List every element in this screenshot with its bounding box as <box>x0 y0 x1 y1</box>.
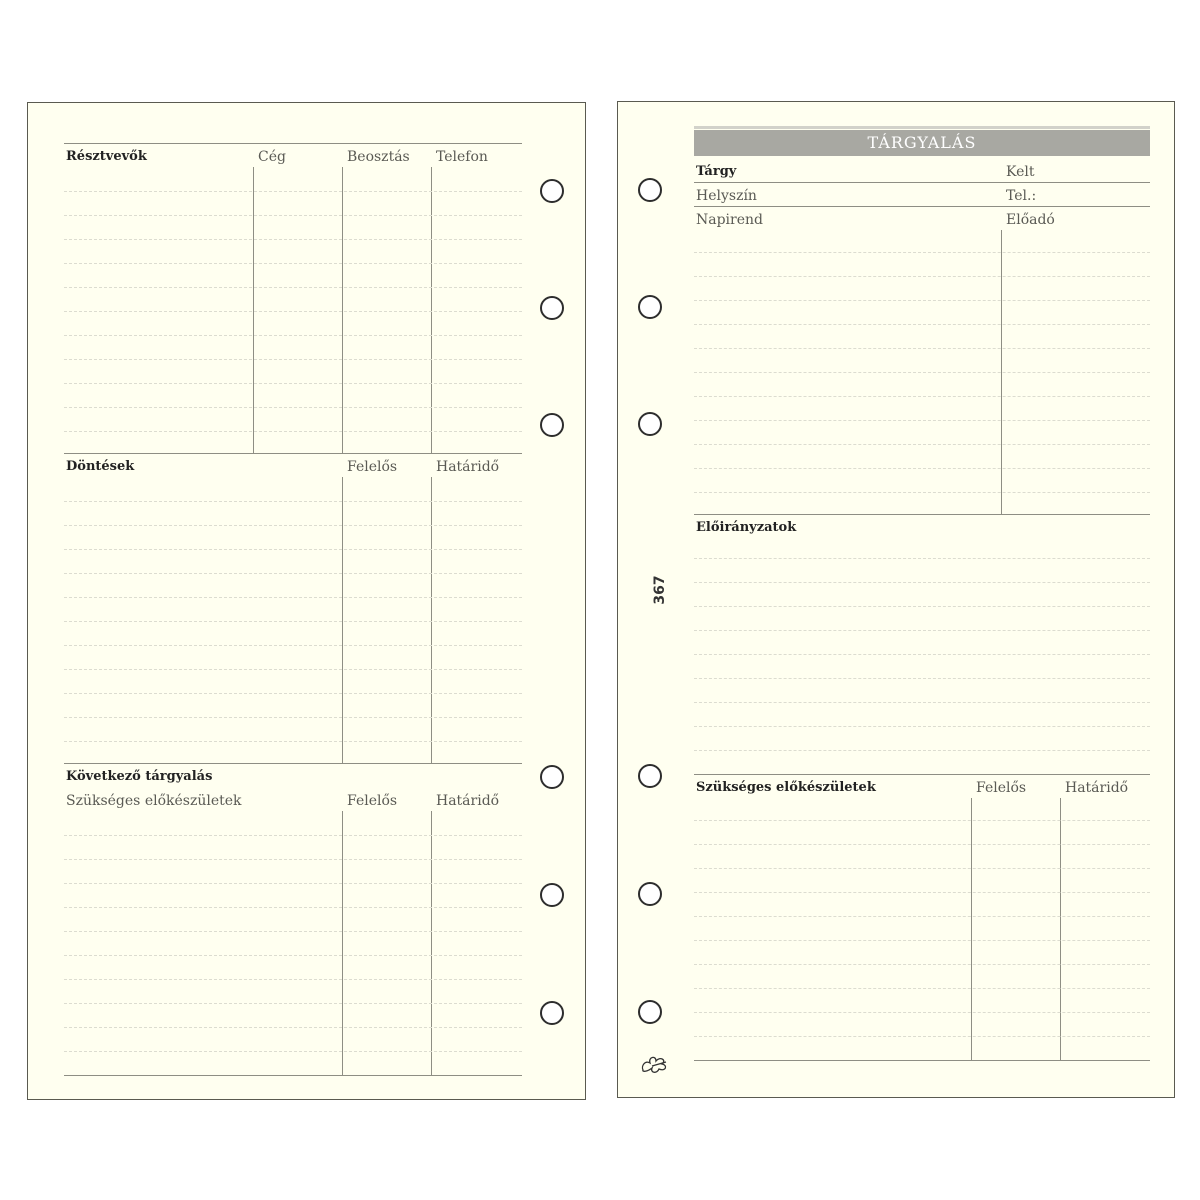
column-divider <box>342 477 343 763</box>
column-divider <box>431 167 432 453</box>
section-bottom-rule <box>694 1060 1150 1061</box>
punch-hole <box>540 883 564 907</box>
speaker-label: Előadó <box>1006 212 1055 228</box>
responsible-header: Felelős <box>347 793 398 809</box>
section-rule <box>64 453 522 454</box>
punch-hole <box>540 765 564 789</box>
punch-hole <box>638 295 662 319</box>
column-divider <box>971 798 972 1060</box>
preparations-header: Szükséges előkészületek <box>696 780 876 795</box>
phone-header: Telefon <box>436 149 488 165</box>
section-rule <box>694 514 1150 515</box>
subject-label: Tárgy <box>696 164 737 179</box>
field-rule <box>694 182 1150 183</box>
section-rule <box>694 774 1150 775</box>
title-bar-accent <box>694 126 1150 129</box>
deadline-header: Határidő <box>1065 780 1129 796</box>
agenda-label: Napirend <box>696 212 763 228</box>
right-planner-page <box>617 101 1175 1098</box>
section-rule <box>64 763 522 764</box>
location-label: Helyszín <box>696 188 757 204</box>
position-header: Beosztás <box>347 149 410 165</box>
participants-header: Résztvevők <box>66 149 147 164</box>
page-title: TÁRGYALÁS <box>867 133 977 152</box>
date-label: Kelt <box>1006 164 1035 180</box>
column-divider <box>342 811 343 1075</box>
field-rule <box>694 206 1150 207</box>
antecedents-header: Előirányzatok <box>696 520 797 535</box>
page-number: 367 <box>652 575 668 605</box>
column-divider <box>1060 798 1061 1060</box>
column-divider <box>253 167 254 453</box>
left-planner-page <box>27 102 586 1100</box>
section-bottom-rule <box>64 1075 522 1076</box>
punch-hole <box>638 882 662 906</box>
deadline-header: Határidő <box>436 793 500 809</box>
punch-hole <box>540 179 564 203</box>
responsible-header: Felelős <box>347 459 398 475</box>
phone-label: Tel.: <box>1006 188 1037 204</box>
responsible-header: Felelős <box>976 780 1027 796</box>
punch-hole <box>638 764 662 788</box>
punch-hole <box>540 296 564 320</box>
punch-hole <box>638 1000 662 1024</box>
preparations-header: Szükséges előkészületek <box>66 793 242 809</box>
next-meeting-header: Következő tárgyalás <box>66 769 213 784</box>
column-divider <box>342 167 343 453</box>
punch-hole <box>540 413 564 437</box>
clover-logo-icon <box>639 1052 671 1074</box>
decisions-header: Döntések <box>66 459 135 474</box>
punch-hole <box>638 412 662 436</box>
column-divider <box>431 477 432 763</box>
company-header: Cég <box>258 149 286 165</box>
punch-hole <box>638 178 662 202</box>
column-divider <box>431 811 432 1075</box>
deadline-header: Határidő <box>436 459 500 475</box>
section-top-rule <box>64 143 522 144</box>
punch-hole <box>540 1001 564 1025</box>
